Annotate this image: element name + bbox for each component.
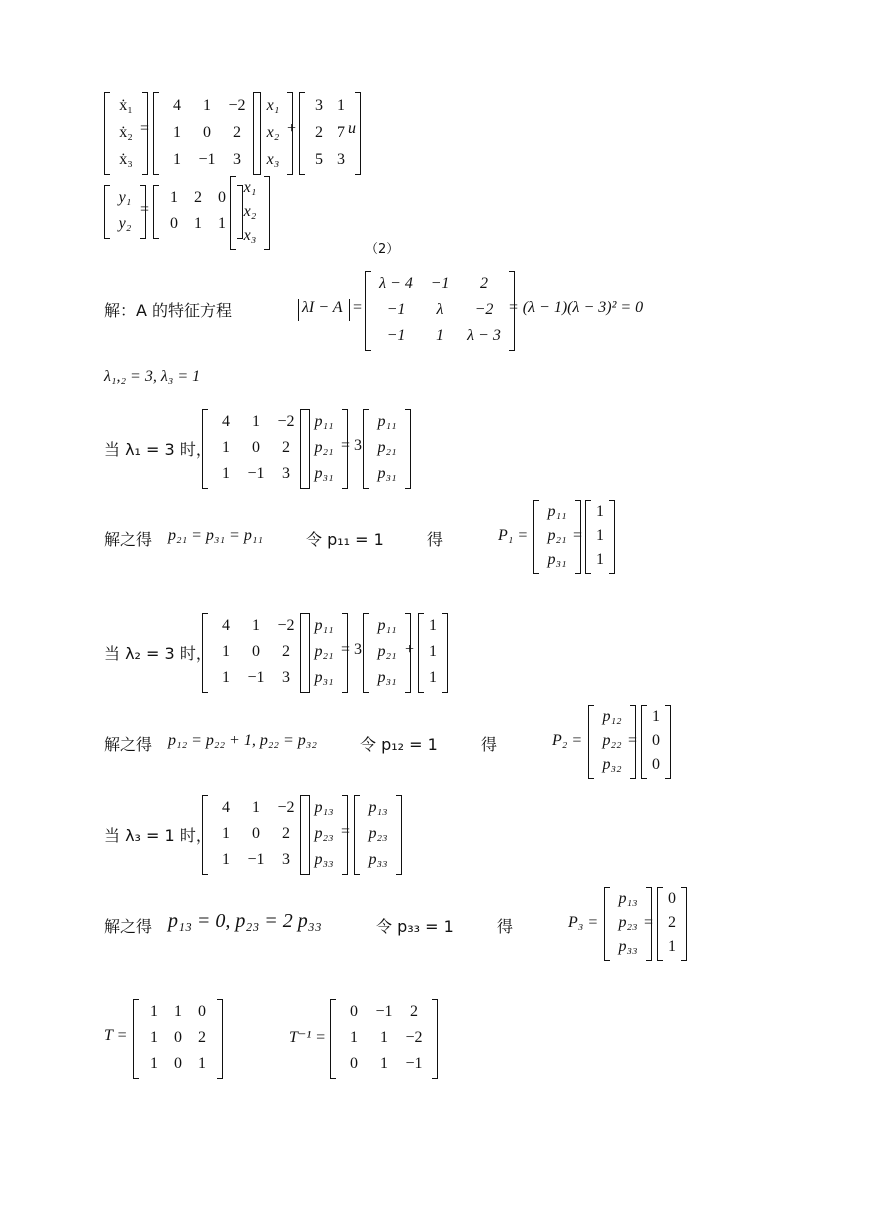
matrix-cell: −1 [375, 1003, 393, 1020]
matrix-cell: 1 [173, 123, 181, 141]
matrix-cell: ẋ₁ [119, 96, 133, 114]
matrix-cell: x₂ [243, 203, 257, 220]
matrix-cell: x₁ [243, 179, 257, 196]
bracket-right [432, 999, 438, 1079]
equals-sign: = [353, 299, 363, 316]
determinant-bar-left [298, 299, 299, 321]
eigenvalues: λ₁,₂ = 3, λ₃ = 1 [104, 368, 201, 385]
step1-coef: 3 [354, 437, 362, 454]
matrix-cell: 0 [350, 1055, 358, 1072]
matrix-cell: p₂₁ [377, 439, 397, 456]
matrix-cell: p₃₁ [547, 551, 567, 568]
matrix-cell: p₁₁ [377, 617, 397, 634]
matrix-cell: −2 [277, 413, 295, 430]
matrix-cell: 4 [222, 799, 230, 816]
matrix-cell: p₃₁ [314, 465, 334, 482]
matrix-cell: 1 [252, 413, 260, 430]
step2-P-equals: = [628, 732, 638, 749]
bracket-right [396, 795, 402, 875]
matrix-cell: 1 [380, 1055, 388, 1072]
matrix-cell: p₁₁ [314, 617, 334, 634]
matrix-cell: p₁₃ [314, 799, 334, 816]
matrix-cell: p₃₃ [368, 851, 388, 868]
matrix-cell: 1 [652, 708, 660, 725]
matrix-cell: p₁₁ [547, 503, 567, 520]
step2-result: p₁₂ = p₂₂ + 1, p₂₂ = p₃₂ [168, 732, 317, 749]
step2-coef: 3 [354, 641, 362, 658]
matrix-cell: 5 [315, 150, 323, 168]
matrix-cell: y₂ [118, 215, 132, 232]
step1-matrix-A [202, 409, 310, 489]
matrix-cell: 0 [218, 189, 226, 206]
bracket-right [609, 500, 615, 574]
matrix-cell: 1 [222, 465, 230, 482]
matrix-cell: 0 [350, 1003, 358, 1020]
bracket-right [217, 999, 223, 1079]
step3-P-equals: = [644, 914, 654, 931]
matrix-cell: 3 [282, 465, 290, 482]
input-u: u [348, 120, 356, 137]
step1-P-equals: = [573, 527, 583, 544]
matrix-cell: 1 [222, 851, 230, 868]
matrix-cell: 1 [429, 643, 437, 660]
matrix-cell: λ − 4 [379, 275, 413, 292]
matrix-cell: 1 [150, 1055, 158, 1072]
matrix-cell: p₃₁ [377, 669, 397, 686]
step2-plus: + [405, 641, 415, 658]
matrix-cell: 1 [436, 327, 444, 344]
matrix-cell: 2 [668, 914, 676, 931]
matrix-cell: x₃ [243, 227, 257, 244]
matrix-cell: 1 [173, 150, 181, 168]
matrix-cell: p₂₁ [377, 643, 397, 660]
matrix-cell: 1 [194, 215, 202, 232]
char-eq-prefix: 解：A 的特征方程 [104, 301, 233, 320]
matrix-cell: p₁₁ [377, 413, 397, 430]
T-label: T = [104, 1027, 128, 1044]
matrix-cell: 0 [170, 215, 178, 232]
matrix-cell: 0 [668, 890, 676, 907]
step3-result: p₁₃ = 0, p₂₃ = 2 p₃₃ [168, 910, 322, 932]
step3-let: 令 p₃₃ = 1 [376, 917, 454, 936]
step1-equals: = [341, 437, 351, 454]
step1-let: 令 p₁₁ = 1 [306, 530, 384, 549]
bracket-right [264, 176, 270, 250]
matrix-cell: 3 [315, 96, 323, 114]
matrix-cell: 1 [596, 503, 604, 520]
matrix-cell: 3 [282, 669, 290, 686]
matrix-cell: 2 [410, 1003, 418, 1020]
matrix-cell: 3 [282, 851, 290, 868]
step3-matrix-A [202, 795, 310, 875]
matrix-cell: −1 [247, 851, 265, 868]
matrix-cell: 2 [194, 189, 202, 206]
matrix-cell: 1 [150, 1029, 158, 1046]
matrix-cell: 1 [170, 189, 178, 206]
matrix-cell: y₁ [118, 189, 132, 206]
matrix-cell: 1 [150, 1003, 158, 1020]
matrix-cell: 2 [282, 825, 290, 842]
matrix-cell: 1 [174, 1003, 182, 1020]
matrix-cell: 0 [252, 643, 260, 660]
step3-vector-p-rhs [354, 795, 402, 875]
step2-matrix-A [202, 613, 310, 693]
step1-P-label: P₁ = [498, 527, 529, 544]
step2-vector-p-rhs [363, 613, 411, 693]
matrix-cell: 1 [337, 96, 345, 114]
matrix-cell: p₂₁ [547, 527, 567, 544]
step2-plus-vector [418, 613, 448, 693]
matrix-cell: p₃₂ [602, 756, 622, 773]
matrix-cell: 1 [668, 938, 676, 955]
matrix-cell: p₂₁ [314, 643, 334, 660]
matrix-cell: p₂₃ [368, 825, 388, 842]
matrix-cell: 3 [233, 150, 241, 168]
step3-P-values [657, 887, 687, 961]
matrix-cell: 1 [222, 669, 230, 686]
matrix-cell: p₁₂ [602, 708, 622, 725]
step3-solve: 解之得 [104, 917, 153, 936]
matrix-cell: 4 [173, 96, 181, 114]
matrix-cell: p₁₁ [314, 413, 334, 430]
matrix-cell: x₁ [266, 96, 280, 114]
matrix-cell: p₃₁ [377, 465, 397, 482]
step2-get: 得 [481, 735, 498, 754]
step1-P-values [585, 500, 615, 574]
matrix-cell: −2 [277, 617, 295, 634]
matrix-cell: 1 [429, 669, 437, 686]
matrix-cell: 1 [203, 96, 211, 114]
matrix-cell: 4 [222, 617, 230, 634]
matrix-cell: 2 [282, 643, 290, 660]
step1-vector-p-rhs [363, 409, 411, 489]
char-matrix [365, 271, 515, 351]
matrix-cell: p₁₃ [618, 890, 638, 907]
matrix-cell: 2 [198, 1029, 206, 1046]
matrix-cell: 1 [218, 215, 226, 232]
matrix-cell: −1 [430, 275, 450, 292]
matrix-cell: p₃₃ [314, 851, 334, 868]
determinant-bar-right [349, 299, 350, 321]
matrix-cell: 2 [282, 439, 290, 456]
matrix-cell: 0 [203, 123, 211, 141]
step2-when: 当 λ₂ = 3 时， [104, 644, 212, 663]
part-label: （2） [365, 242, 400, 257]
matrix-cell: −1 [247, 669, 265, 686]
matrix-cell: 0 [252, 825, 260, 842]
step1-result: p₂₁ = p₃₁ = p₁₁ [168, 527, 263, 544]
matrix-cell: 1 [222, 643, 230, 660]
equals-sign: = [140, 201, 150, 218]
matrix-cell: 0 [252, 439, 260, 456]
matrix-cell: 2 [233, 123, 241, 141]
matrix-cell: ẋ₂ [119, 123, 133, 141]
matrix-cell: p₃₁ [314, 669, 334, 686]
matrix-cell: 0 [198, 1003, 206, 1020]
step3-equals: = [341, 823, 351, 840]
matrix-cell: 3 [337, 150, 345, 168]
matrix-cell: 0 [652, 732, 660, 749]
output-state-vector [230, 176, 270, 250]
char-eq-rhs: = (λ − 1)(λ − 3)² = 0 [508, 299, 644, 316]
matrix-cell: 1 [596, 551, 604, 568]
bracket-right [442, 613, 448, 693]
matrix-cell: 4 [222, 413, 230, 430]
matrix-cell: p₁₃ [368, 799, 388, 816]
matrix-cell: 1 [596, 527, 604, 544]
step3-when: 当 λ₃ = 1 时， [104, 826, 212, 845]
char-eq-lhs: λI − A [302, 299, 343, 316]
matrix-cell: λ [436, 301, 444, 318]
matrix-cell: ẋ₃ [119, 150, 133, 168]
equals-sign: = [140, 120, 150, 137]
matrix-cell: −1 [386, 301, 406, 318]
matrix-cell: 0 [652, 756, 660, 773]
plus-sign: + [287, 120, 297, 137]
Tinv-matrix [330, 999, 438, 1079]
step2-equals: = [341, 641, 351, 658]
matrix-cell: −2 [228, 96, 246, 114]
matrix-cell: 1 [350, 1029, 358, 1046]
step1-get: 得 [427, 530, 444, 549]
bracket-right [681, 887, 687, 961]
matrix-cell: x₃ [266, 150, 280, 168]
matrix-cell: 0 [174, 1029, 182, 1046]
matrix-cell: λ − 3 [467, 327, 501, 344]
matrix-cell: p₂₂ [602, 732, 622, 749]
matrix-cell: 0 [174, 1055, 182, 1072]
step2-let: 令 p₁₂ = 1 [360, 735, 438, 754]
state-matrix-A [153, 92, 261, 175]
step2-P-label: P₂ = [552, 732, 583, 749]
bracket-right [665, 705, 671, 779]
matrix-cell: 2 [315, 123, 323, 141]
matrix-cell: 1 [252, 799, 260, 816]
matrix-cell: p₂₃ [314, 825, 334, 842]
step2-solve: 解之得 [104, 735, 153, 754]
matrix-cell: −2 [474, 301, 494, 318]
matrix-cell: p₂₃ [618, 914, 638, 931]
step1-when: 当 λ₁ = 3 时， [104, 440, 212, 459]
bracket-right [405, 409, 411, 489]
matrix-cell: 1 [222, 439, 230, 456]
T-matrix [133, 999, 223, 1079]
matrix-cell: 1 [252, 617, 260, 634]
matrix-cell: 1 [222, 825, 230, 842]
step3-P-label: P₃ = [568, 914, 599, 931]
matrix-cell: −2 [277, 799, 295, 816]
matrix-cell: −1 [386, 327, 406, 344]
matrix-cell: x₂ [266, 123, 280, 141]
matrix-cell: −2 [405, 1029, 423, 1046]
matrix-cell: 2 [480, 275, 488, 292]
matrix-cell: 1 [429, 617, 437, 634]
step3-get: 得 [497, 917, 514, 936]
matrix-cell: −1 [198, 150, 216, 168]
step2-P-values [641, 705, 671, 779]
matrix-cell: −1 [405, 1055, 423, 1072]
matrix-cell: −1 [247, 465, 265, 482]
Tinv-label: T⁻¹ = [289, 1029, 326, 1046]
matrix-cell: 1 [198, 1055, 206, 1072]
matrix-cell: 7 [337, 123, 345, 141]
matrix-cell: p₂₁ [314, 439, 334, 456]
step1-solve: 解之得 [104, 530, 153, 549]
matrix-cell: 1 [380, 1029, 388, 1046]
matrix-cell: p₃₃ [618, 938, 638, 955]
